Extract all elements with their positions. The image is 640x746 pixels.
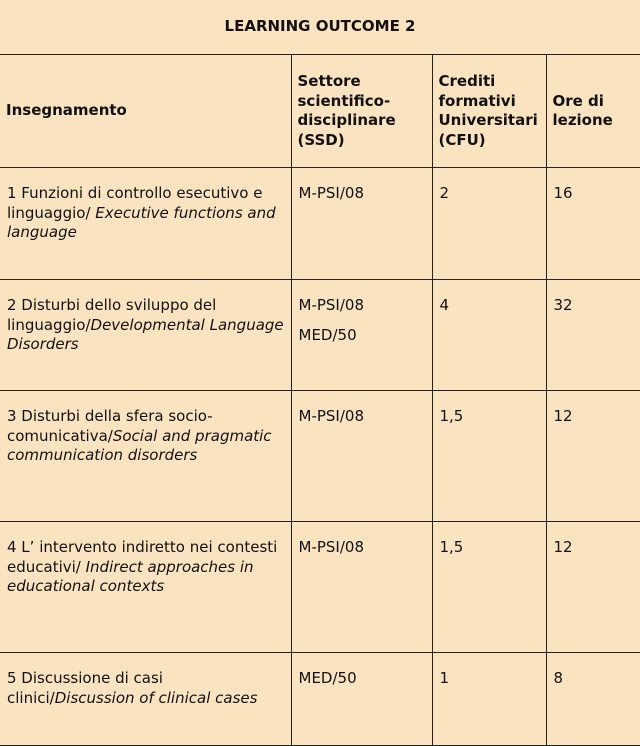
ore-cell: 8 [546,653,640,746]
header-cfu [432,55,546,168]
course-name-en: Executive functions and language [7,204,276,242]
ssd-cell [291,653,432,746]
ssd-code: MED/50 [299,326,426,346]
course-name-en: Indirect approaches in educational contexts [7,558,254,596]
course-name-cell [0,653,291,746]
cfu-cell: 2 [432,168,546,280]
table-row [0,280,640,391]
header-ssd [291,55,432,168]
ssd-code: MED/50 [299,669,426,689]
cfu-cell: 4 [432,280,546,391]
course-name-it: 1 Funzioni di controllo esecutivo e linguaggio/ [7,184,262,222]
header-insegnamento [0,55,291,168]
table-row [0,653,640,746]
ssd-cell [291,391,432,522]
cfu-cell: 1,5 [432,391,546,522]
title-row [0,0,640,55]
course-name-it: 4 L’ intervento indiretto nei contesti educativi/ [7,538,277,576]
header-ssd-label: Settore scientifico-disciplinare (SSD) [292,72,432,150]
ssd-code: M-PSI/08 [299,184,426,204]
ore-cell: 32 [546,280,640,391]
ssd-code: M-PSI/08 [299,296,426,316]
header-cfu-label: Crediti formativi Universitari (CFU) [433,72,546,150]
ore-cell: 12 [546,391,640,522]
header-row [0,55,640,168]
header-ore-label: Ore di lezione [547,92,640,131]
course-name-cell [0,280,291,391]
table-row [0,522,640,653]
cfu-cell: 1 [432,653,546,746]
course-name-cell [0,391,291,522]
course-name-it: 2 Disturbi dello sviluppo del linguaggio/ [7,296,216,334]
header-insegnamento-label: Insegnamento [0,101,291,121]
table-row [0,168,640,280]
course-name-en: Social and pragmatic communication disorders [7,427,272,465]
table-row [0,391,640,522]
course-name-cell [0,522,291,653]
ssd-cell [291,280,432,391]
ssd-code: M-PSI/08 [299,538,426,558]
ore-cell: 12 [546,522,640,653]
ssd-cell [291,168,432,280]
course-name-it: 3 Disturbi della sfera socio-comunicativa/ [7,407,213,445]
course-name-cell [0,168,291,280]
ssd-code: M-PSI/08 [299,407,426,427]
course-name-en: Developmental Language Disorders [7,316,284,354]
ore-cell: 16 [546,168,640,280]
header-ore [546,55,640,168]
cfu-cell: 1,5 [432,522,546,653]
table-title: LEARNING OUTCOME 2 [0,0,640,55]
course-name-en: Discussion of clinical cases [55,689,258,707]
course-name-it: 5 Discussione di casi clinici/ [7,669,163,707]
ssd-cell [291,522,432,653]
